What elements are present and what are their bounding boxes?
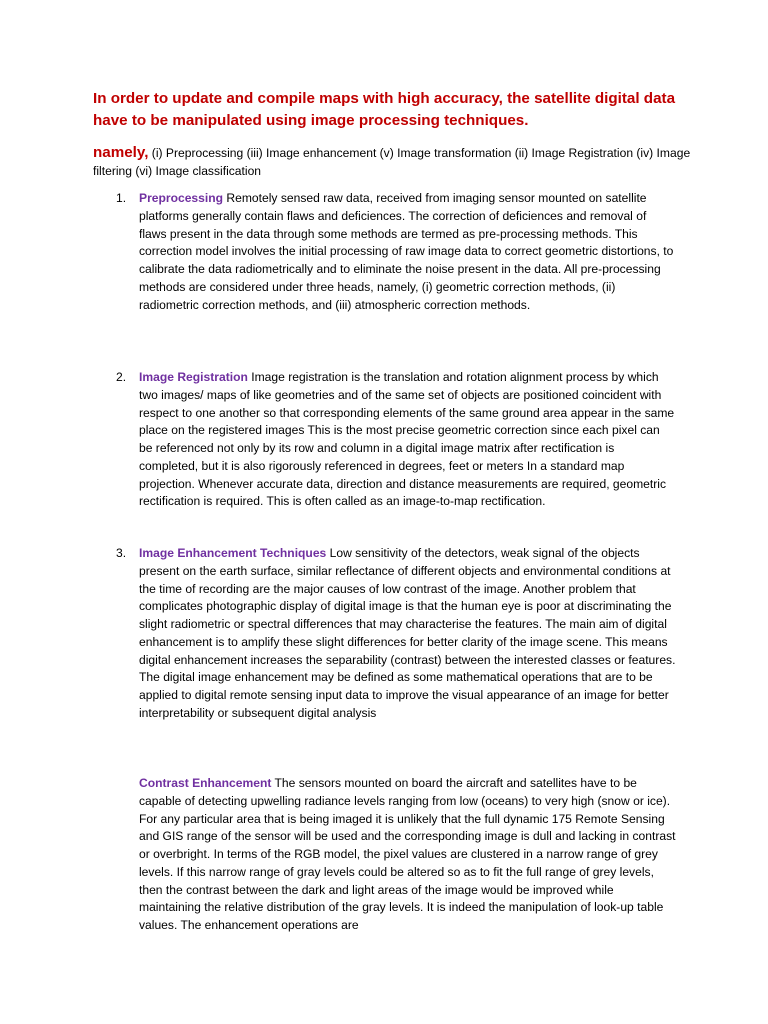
section-term: Image Enhancement Techniques bbox=[139, 546, 327, 560]
intro-lead: namely, bbox=[93, 144, 149, 161]
intro-paragraph bbox=[93, 144, 693, 180]
section-text: Remotely sensed raw data, received from imaging sensor mounted on satellite platforms generally contain flaws and deficiences. The correction of deficiences and removal of flaws present in the data through some methods are termed as pre-processing methods. This correction model involves the initial processing of raw image data to correct geometric distortions, to calibrate the data radiometrically and to eliminate the noise present in the data. All pre-processing methods are considered under three heads, namely, (i) geometric correction methods, (ii) radiometric correction methods, and (iii) atmospheric correction methods. bbox=[139, 191, 674, 312]
section-term: Preprocessing bbox=[139, 191, 224, 205]
section-number: 1. bbox=[116, 191, 127, 205]
document-heading: In order to update and compile maps with high accuracy, the satellite digital data have to be manipulated using image processing techniques. bbox=[93, 90, 676, 129]
section-term: Image Registration bbox=[139, 370, 248, 384]
section-image-registration bbox=[116, 369, 676, 511]
section-preprocessing bbox=[116, 190, 676, 314]
section-text: The sensors mounted on board the aircraft and satellites have to be capable of detecting upwelling radiance levels ranging from low (oceans) to very high (snow or ice). For any particular area that is being imaged it is unlikely that the full dynamic 175 Remote Sensing and GIS range of the sensor will be used and the corresponding image is dull and lacking in contrast or overbright. In terms of the RGB model, the pixel values are clustered in a narrow range of grey levels. If this narrow range of gray levels could be altered so as to fit the full range of grey levels, then the contrast between the dark and light areas of the image would be improved while maintaining the relative distribution of the gray levels. It is indeed the manipulation of look-up table values. The enhancement operations are bbox=[139, 776, 676, 932]
intro-text: (i) Preprocessing (iii) Image enhancement (v) Image transformation (ii) Image Registration (iv) Image filtering (vi) Image classification bbox=[93, 146, 691, 178]
section-image-enhancement bbox=[116, 545, 676, 723]
section-number: 2. bbox=[116, 370, 127, 384]
section-term: Contrast Enhancement bbox=[139, 776, 272, 790]
section-text: Image registration is the translation and rotation alignment process by which two images/ maps of like geometries and of the same set of objects are positioned coincident with respect to one another so that corresponding elements of the same ground area appear in the same place on the registered images This is the most precise geometric correction since each pixel can be referenced not only by its row and column in a digital image matrix after rectification is completed, but it is also rigorously referenced in degrees, feet or meters In a standard map projection. Whenever accurate data, direction and distance measurements are required, geometric rectification is required. This is often called as an image-to-map rectification. bbox=[139, 370, 675, 509]
section-text: Low sensitivity of the detectors, weak signal of the objects present on the earth surface, similar reflectance of different objects and environmental conditions at the time of recording are the major causes of low contrast of the image. Another problem that complicates photographic display of digital image is that the human eye is poor at discriminating the slight radiometric or spectral differences that may characterise the features. The main aim of digital enhancement is to amplify these slight differences for better clarity of the image scene. This means digital enhancement increases the separability (contrast) between the interested classes or features. The digital image enhancement may be defined as some mathematical operations that are to be applied to digital remote sensing input data to improve the visual appearance of an image for better interpretability or subsequent digital analysis bbox=[139, 546, 676, 720]
section-number: 3. bbox=[116, 546, 127, 560]
section-contrast-enhancement bbox=[139, 775, 676, 935]
